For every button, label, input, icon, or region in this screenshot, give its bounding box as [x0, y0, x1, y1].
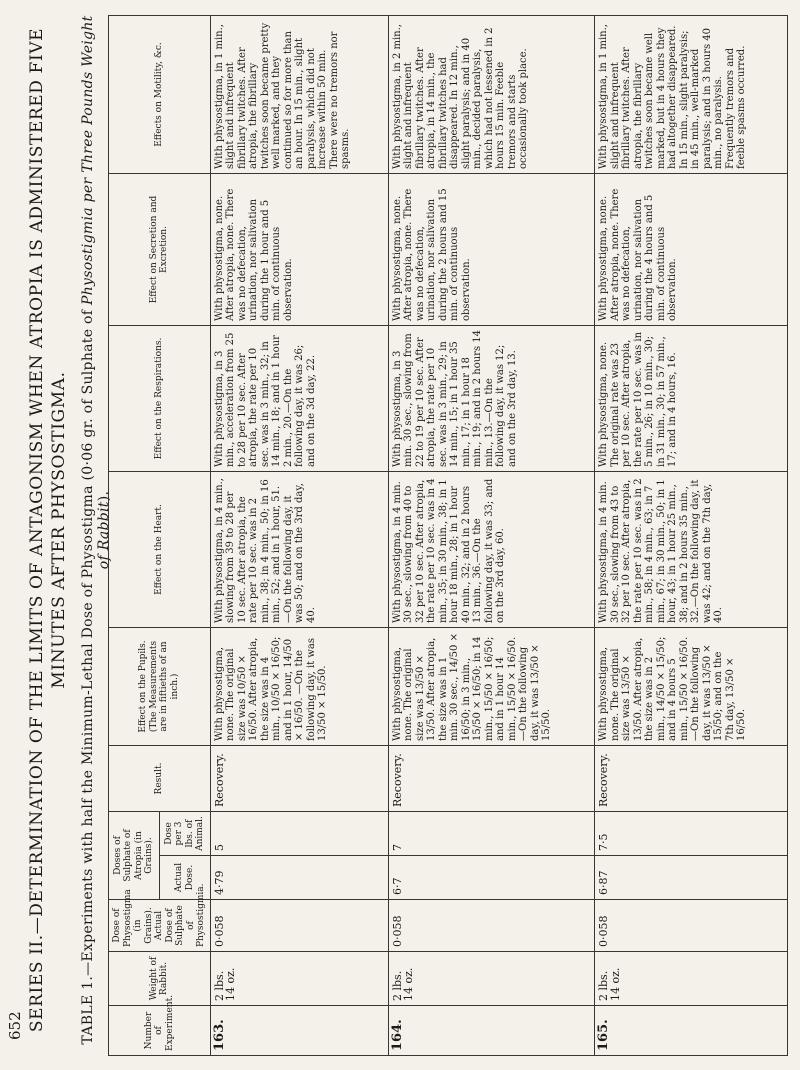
col-physo-dose: Dose of Physostigma (in Grains). Actual Dose of Sulphate of Physostigmia.	[109, 900, 211, 952]
col-pupils: Effect on the Pupils. (The Measurements are in fiftieths of an inch.)	[109, 628, 211, 746]
col-atropia-group: Doses of Sulphate of Atropia (in Grains).	[109, 812, 160, 900]
motility-effect: With physostigma, in 2 min., slight and infrequent fibrillary twitches. After atropia, in 14 min., the fibrillary twitches had disappeared. In 12 min., slight paralysis; and in 40 min., decided paralysis, which had not lessened in 2 hours 15 min. Feeble tremors and starts occasionally took place.	[388, 16, 594, 174]
heart-effect: With physostigma, in 4 min., slowing from 39 to 28 per 10 sec. After atropia, the rate per 10 sec. was in 2 min., 38; in 4 min., 50; in 16 min., 52; and in 1 hour, 51.—On the following day, it was 50; and on the 3rd day, 40.	[210, 472, 388, 628]
table-row	[210, 16, 388, 1056]
respiration-effect: With physostigma, in 3 min., acceleration from 25 to 28 per 10 sec. After atropia, the rate per 10 sec. was in 3 min., 32; in 14 min., 18; and in 1 hour 2 min., 20.—On the following day, it was 26; and on the 3d day, 22.	[210, 326, 388, 472]
atropia-per3: 7	[388, 812, 594, 856]
atropia-per3: 7·5	[595, 812, 787, 856]
atropia-per3: 5	[210, 812, 388, 856]
col-heart: Effect on the Heart.	[109, 472, 211, 628]
rabbit-weight: 2 lbs. 14 oz.	[595, 952, 787, 1006]
experiment-number: 164.	[388, 1006, 594, 1056]
col-result: Result.	[109, 746, 211, 812]
atropia-actual: 4·79	[210, 856, 388, 900]
experiments-table	[108, 15, 788, 1056]
table-row	[595, 16, 787, 1056]
result: Recovery.	[595, 746, 787, 812]
heart-effect: With physostigma, in 4 min. 30 sec., slowing from 43 to 32 per 10 sec. After atropia, the rate per 10 sec. was in 2 min., 58; in 4 min., 63; in 7 min., 67; in 30 min., 50; in 1 hour, 43; in 1 hour 25 min., 38; and in 2 hours 35 min., 32.—On the following day, it was 42; and on the 7th day, 40.	[595, 472, 787, 628]
physo-dose: 0·058	[210, 900, 388, 952]
secretion-effect: With physostigma, none. After atropia, none. There was no defecation, urination, nor salivation during the 1 hour and 5 min. of continuous observation.	[210, 174, 388, 326]
heart-effect: With physostigma, in 4 min. 30 sec., slowing from 40 to 32 per 10 sec. After atropia, the rate per 10 sec. was in 4 min., 35; in 30 min., 38; in 1 hour 18 min., 28; in 1 hour 40 min., 32; and in 2 hours 13 min., 36.—On the following day, it was 33; and on the 3rd day, 60.	[388, 472, 594, 628]
pupils-effect: With physostigma, none. The original size was 13/50 × 13/50. After atropia, the size was in 1 min. 30 sec., 14/50 × 16/50; in 3 min., 15/50 × 16/50; in 14 min., 15/50 × 16/50; and in 1 hour 14 min., 15/50 × 16/50.—On the following day, it was 13/50 × 15/50.	[388, 628, 594, 746]
physo-dose: 0·058	[388, 900, 594, 952]
rabbit-weight: 2 lbs. 14 oz.	[210, 952, 388, 1006]
col-atropia-per3: Dose per 3 lbs. of Animal.	[159, 812, 210, 856]
col-motility: Effects on Motility, &c.	[109, 16, 211, 174]
atropia-actual: 6·7	[388, 856, 594, 900]
experiment-number: 165.	[595, 1006, 787, 1056]
table-row	[388, 16, 594, 1056]
result: Recovery.	[388, 746, 594, 812]
secretion-effect: With physostigma, none. After atropia, none. There was no defecation, urination, nor salivation during the 2 hours and 15 min. of continuous observation.	[388, 174, 594, 326]
respiration-effect: With physostigma, in 3 min. 30 sec., slowing from 22 to 19 per 10 sec. After atropia, the rate per 10 sec. was in 3 min., 29; in 14 min., 15; in 1 hour 35 min., 17; in 1 hour 18 min., 19; and in 2 hours 14 min., 13.—On the following day, it was 12; and on the 3rd day, 13.	[388, 326, 594, 472]
pupils-effect: With physostigma, none. The original size was 13/50 × 13/50. After atropia, the size was in 2 min., 14/50 × 15/50; and in 4 hours 5 min., 15/50 × 16/50.—On the following day, it was 13/50 × 15/50; and on the 7th day, 13/50 × 16/50.	[595, 628, 787, 746]
atropia-actual: 6·87	[595, 856, 787, 900]
col-respirations: Effect on the Respirations.	[109, 326, 211, 472]
pupils-effect: With physostigma, none. The original size was 10/50 × 16/50. After atropia, the size was in 4 min., 10/50 × 16/50; and in 1 hour, 14/50 × 16/50. —On the following day, it was 13/50 × 15/50.	[210, 628, 388, 746]
header-row	[109, 16, 160, 1056]
table-caption: TABLE 1.—Experiments with half the Minimum-Lethal Dose of Physostigma (0·06 gr. of Sulphate of Physostigmia per Three Pounds Weight of Rabbit).	[80, 15, 112, 1045]
col-experiment: Number of Experiment.	[109, 1006, 211, 1056]
col-atropia-actual: Actual Dose.	[159, 856, 210, 900]
col-secretion: Effect on Secretion and Excretion.	[109, 174, 211, 326]
page-number: 652	[6, 1011, 24, 1040]
rabbit-weight: 2 lbs. 14 oz.	[388, 952, 594, 1006]
col-weight: Weight of Rabbit.	[109, 952, 211, 1006]
motility-effect: With physostigma, in 1 min., slight and infrequent fibrillary twitches. After atropia, the fibrillary twitches soon became pretty well marked, and they continued so for more than an hour. In 15 min., slight paralysis, which did not increase within 50 min. There were no tremors nor spasms.	[210, 16, 388, 174]
physo-dose: 0·058	[595, 900, 787, 952]
result: Recovery.	[210, 746, 388, 812]
secretion-effect: With physostigma, none. After atropia, none. There was no defecation, urination, nor salivation during the 4 hours and 5 min. of continuous observation.	[595, 174, 787, 326]
respiration-effect: With physostigma, none. The original rate was 23 per 10 sec. After atropia, the rate per 10 sec. was in 5 min., 26; in 10 min., 30; in 31 min., 30; in 57 min., 17; and in 4 hours, 16.	[595, 326, 787, 472]
motility-effect: With physostigma, in 1 min., slight and infrequent fibrillary twitches. After atropia, the fibrillary twitches soon became well marked, but in 4 hours they had altogether disappeared. In 15 min., slight paralysis; in 45 min., well-marked paralysis; and in 3 hours 40 min., no paralysis. Frequently tremors and feeble spasms occurred.	[595, 16, 787, 174]
experiment-number: 163.	[210, 1006, 388, 1056]
series-heading: SERIES II.—DETERMINATION OF THE LIMITS OF ANTAGONISM WHEN ATROPIA IS ADMINISTERED FIVE MINUTES AFTER PHYSOSTIGMA.	[27, 27, 69, 1033]
